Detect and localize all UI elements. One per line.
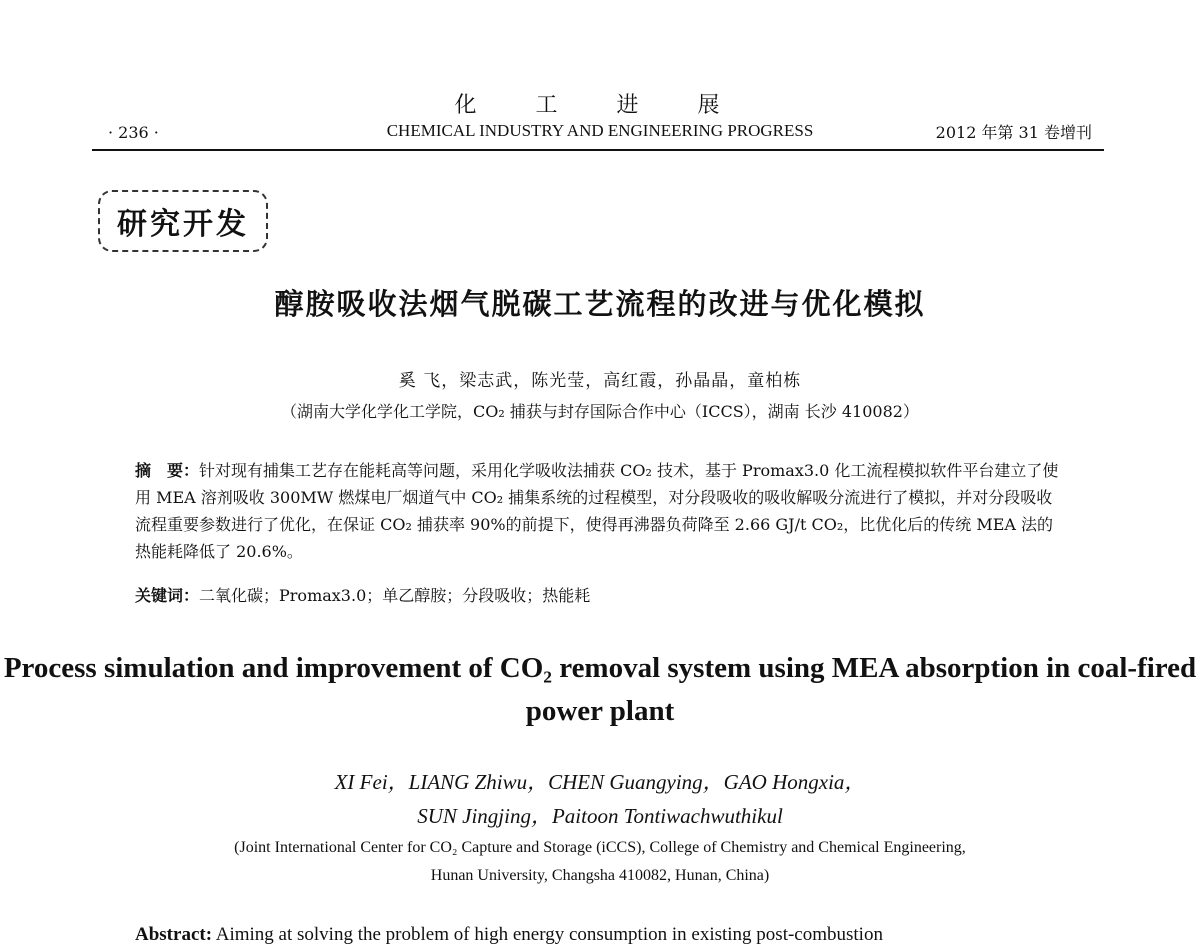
abstract-en-label: Abstract: (135, 924, 213, 945)
affiliation-cn: （湖南大学化学化工学院，CO₂ 捕获与封存国际合作中心（ICCS），湖南 长沙 410082） (281, 402, 919, 421)
abstract-en (135, 921, 1065, 948)
title-en: Process simulation and improvement of CO₂ removal system using MEA absorption in coal-fired power plant (3, 652, 1197, 727)
keywords-cn-text: 二氧化碳；Promax3.0；单乙醇胺；分段吸收；热能耗 (199, 586, 591, 605)
journal-title-en: CHEMICAL INDUSTRY AND ENGINEERING PROGRESS (386, 121, 814, 140)
authors-en-line1: XI Fei，LIANG Zhiwu，CHEN Guangying，GAO Hongxia， (334, 770, 866, 794)
abstract-cn (135, 457, 1065, 565)
keywords-cn (135, 582, 1065, 609)
affiliation-en (0, 834, 1200, 890)
authors-en (0, 765, 1200, 833)
affiliation-en-line1: (Joint International Center for CO₂ Capture and Storage (iCCS), College of Chemistry and Chemical Engineering, (234, 839, 966, 856)
journal-title-cn: 化 工 进 展 (454, 93, 746, 118)
issue-info: 2012 年第 31 卷增刊 (935, 123, 1092, 142)
abstract-cn-text: 针对现有捕集工艺存在能耗高等问题，采用化学吸收法捕获 CO₂ 技术，基于 Promax3.0 化工流程模拟软件平台建立了使用 MEA 溶剂吸收 300MW 燃煤电厂烟道气中 CO₂ 捕集系统的过程模型，对分段吸收的吸收解吸分流进行了模拟，并对分段吸收流程重要参数进行了优化，在保证 CO₂ 捕获率 90%的前提下，使得再沸器负荷降至 2.66 GJ/t CO₂，比优化后的传统 MEA 法的热能耗降低了 20.6%。 (135, 461, 1059, 561)
abstract-cn-label: 摘 要： (135, 461, 200, 480)
keywords-cn-label: 关键词： (135, 586, 200, 605)
affiliation-en-line2: Hunan University, Changsha 410082, Hunan, China) (430, 867, 770, 884)
authors-cn: 奚 飞，梁志武，陈光莹，高红霞，孙晶晶，童柏栋 (398, 371, 802, 391)
section-label: 研究开发 (98, 190, 268, 252)
abstract-en-text: Aiming at solving the problem of high energy consumption in existing post-combustion (215, 924, 883, 945)
header-rule (92, 149, 1104, 151)
title-cn: 醇胺吸收法烟气脱碳工艺流程的改进与优化模拟 (274, 287, 926, 321)
authors-en-line2: SUN Jingjing，Paitoon Tontiwachwuthikul (417, 804, 783, 828)
page-number: · 236 · (108, 123, 159, 142)
